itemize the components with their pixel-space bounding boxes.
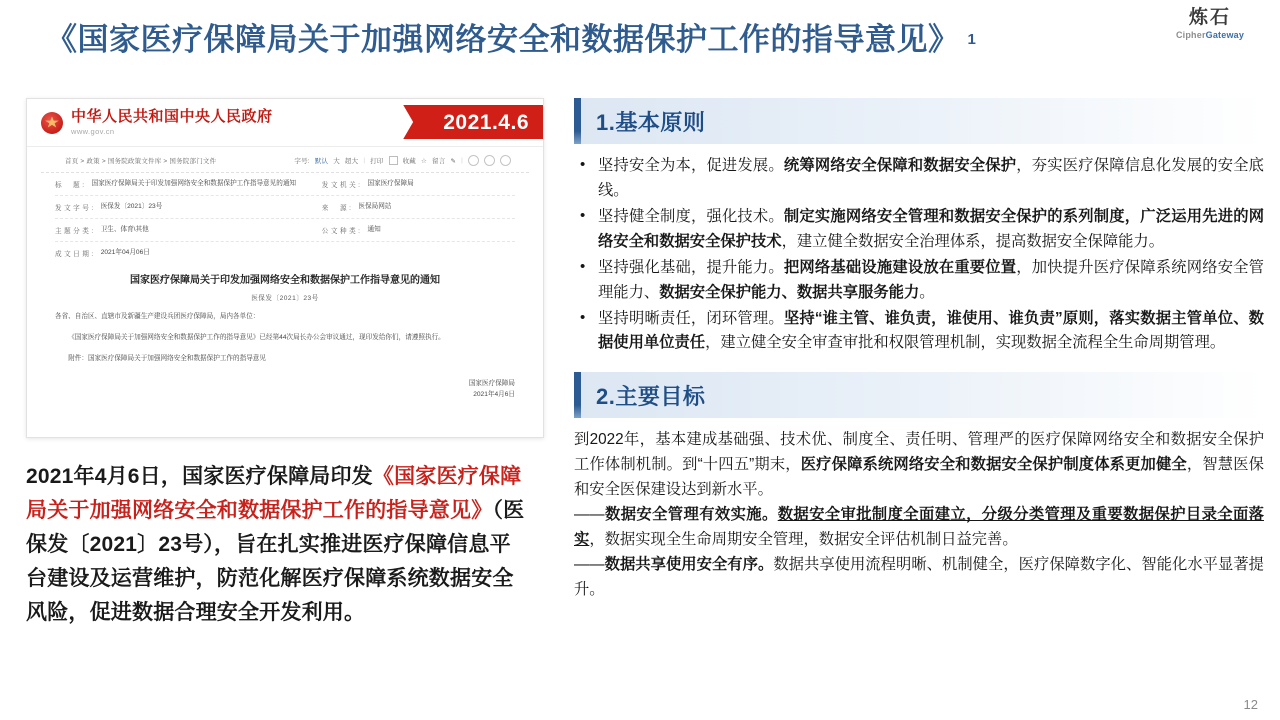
gov-site-title: 中华人民共和国中央人民政府 <box>71 108 273 126</box>
meta-cell-date <box>55 248 322 258</box>
page-title <box>46 14 976 59</box>
meta-cell-category <box>55 225 322 235</box>
bullet-lead: 坚持强化基础，提升能力。 <box>598 258 784 276</box>
table-row <box>55 173 515 196</box>
right-column <box>574 98 1264 603</box>
bullet-bold-2: 数据安全保护能力、数据共享服务能力 <box>659 283 920 301</box>
para-lead: —— <box>574 506 605 524</box>
section-title-1: 1.基本原则 <box>596 109 706 135</box>
document-addressee: 各省、自治区、直辖市及新疆生产建设兵团医疗保障局，局内各单位： <box>55 313 260 320</box>
table-row <box>55 196 515 219</box>
para-bold: 数据共享使用安全有序。 <box>604 555 774 573</box>
bullet-bold: 坚持“谁主管、谁负责，谁使用、谁负责”原则，落实数据主管单位、数据使用单位责任 <box>598 309 1264 352</box>
fontsize-xlarge-option[interactable]: 超大 <box>344 158 359 165</box>
section-1-bullet-list <box>574 154 1264 356</box>
meta-cell-issuer <box>322 179 515 189</box>
left-caption <box>26 460 531 630</box>
share-weibo-icon[interactable] <box>468 155 479 166</box>
bullet-bold: 制定实施网络安全管理和数据安全保护的系列制度，广泛运用先进的网络安全和数据安全保护技术 <box>598 207 1264 250</box>
meta-cell-doctype <box>322 225 515 235</box>
fontsize-default-option[interactable]: 默认 <box>314 158 329 165</box>
section-2-paragraph-2 <box>574 503 1264 553</box>
meta-key: 公文种类: <box>321 228 363 235</box>
bullet-tail: ，建立健全数据安全治理体系，提高数据安全保障能力。 <box>781 232 1165 250</box>
bullet-tail: ，建立健全安全审查审批和权限管理机制，实现数据全流程全生命周期管理。 <box>705 334 1226 352</box>
brand-logo-en-first: Cipher <box>1175 29 1206 40</box>
para-lead: —— <box>574 555 605 573</box>
date-badge <box>423 105 543 139</box>
share-wechat-icon[interactable] <box>484 155 495 166</box>
section-header-1 <box>574 98 1264 144</box>
meta-key: 成文日期: <box>55 251 96 258</box>
print-label[interactable]: 打印 <box>370 158 384 165</box>
gov-site-url: www.gov.cn <box>71 126 115 136</box>
pencil-icon[interactable]: ✎ <box>450 157 457 165</box>
meta-cell-empty <box>322 248 515 258</box>
meta-key: 主题分类: <box>55 228 96 235</box>
document-screenshot-card <box>26 98 544 438</box>
para-underline: 数据安全审批制度全面建立，分级分类管理及重要数据保护目录全面落实 <box>574 506 1264 549</box>
section-2-paragraph-1 <box>574 428 1264 503</box>
list-item <box>574 154 1264 204</box>
brand-logo <box>1158 8 1262 41</box>
meta-key: 来 源: <box>321 205 354 212</box>
print-icon[interactable] <box>389 156 398 165</box>
toolbar-divider-2: | <box>461 157 463 164</box>
section-2-paragraph-3 <box>574 553 1264 603</box>
table-row <box>55 242 515 264</box>
document-attachment: 附件：国家医疗保障局关于加强网络安全和数据保护工作的指导意见 <box>68 355 266 363</box>
para-tail: ，智慧医保和安全医保建设达到新水平。 <box>574 456 1264 499</box>
toolbar-divider: | <box>363 157 366 164</box>
caption-highlight: 《国家医疗保障局关于加强网络安全和数据保护工作的指导意见》 <box>26 465 522 523</box>
meta-cell-docnumber <box>55 202 322 212</box>
brand-logo-en-second: Gateway <box>1205 29 1245 40</box>
list-item <box>574 205 1264 255</box>
document-toolbar <box>294 155 511 166</box>
table-row <box>55 219 515 242</box>
document-paragraph: 《国家医疗保障局关于加强网络安全和数据保护工作的指导意见》已经第44次局长办公会审议通过，现印发给你们，请遵照执行。 <box>68 334 445 342</box>
bullet-tail: ，夯实医疗保障信息化发展的安全底线。 <box>598 157 1264 199</box>
favorite-label[interactable]: 收藏 <box>402 158 417 165</box>
meta-cell-source <box>322 202 515 212</box>
left-column <box>26 98 544 630</box>
meta-value: 2021年04月06日 <box>100 249 150 256</box>
meta-value: 国家医疗保障局 <box>367 180 414 187</box>
bullet-tail-2: 。 <box>919 283 935 301</box>
list-item <box>574 307 1264 357</box>
document-sign-date: 2021年4月6日 <box>473 391 515 399</box>
meta-value: 医保局网站 <box>358 203 392 210</box>
document-number: 医保发〔2021〕23号 <box>251 295 319 302</box>
bullet-lead: 坚持明晰责任，闭环管理。 <box>598 309 784 327</box>
section-2-body <box>574 428 1264 602</box>
document-body <box>27 264 543 401</box>
list-item <box>574 256 1264 306</box>
document-meta-table <box>55 173 515 264</box>
date-badge-text: 2021.4.6 <box>443 110 529 134</box>
para-bold: 医疗保障系统网络安全和数据安全保护制度体系更加健全 <box>800 456 1187 474</box>
para-tail: ，数据实现全生命周期安全管理，数据安全评估机制日益完善。 <box>589 531 1018 549</box>
para-bold: 数据安全管理有效实施。 <box>604 506 778 524</box>
star-icon[interactable]: ☆ <box>421 157 428 165</box>
gov-site-names <box>71 109 273 136</box>
comment-label[interactable]: 留言 <box>432 158 446 165</box>
document-signer: 国家医疗保障局 <box>468 379 515 387</box>
document-signature <box>55 378 515 402</box>
caption-part1: 2021年4月6日，国家医疗保障局印发 <box>26 465 373 488</box>
meta-key: 发文机关: <box>321 182 363 189</box>
share-more-icon[interactable] <box>500 155 511 166</box>
section-header-2 <box>574 372 1264 418</box>
brand-logo-en <box>1158 30 1262 41</box>
bullet-lead: 坚持安全为本，促进发展。 <box>598 157 784 174</box>
fontsize-label: 字号: <box>294 158 310 165</box>
bullet-bold: 统筹网络安全保障和数据安全保护 <box>783 157 1017 174</box>
bullet-lead: 坚持健全制度，强化技术。 <box>598 207 784 225</box>
section-title-2: 2.主要目标 <box>596 383 706 409</box>
national-emblem-icon <box>41 112 63 134</box>
meta-key: 发文字号: <box>55 205 96 212</box>
para-lead: 到2022年，基本建成基础强、技术优、制度全、责任明、管理严的医疗保障网络安全和数据安全保护工作体制机制。到“十四五”期末， <box>574 431 1264 474</box>
caption-part2: （医保发〔2021〕23号），旨在扎实推进医疗保障信息平台建设及运营维护，防范化解医疗保障系统数据安全风险，促进数据合理安全开发利用。 <box>26 499 525 625</box>
meta-key: 标 题: <box>55 182 87 189</box>
page-title-text: 《国家医疗保障局关于加强网络安全和数据保护工作的指导意见》 <box>46 22 960 57</box>
page-title-footnote-marker: 1 <box>967 31 977 48</box>
meta-cell-title <box>55 179 322 189</box>
meta-value: 通知 <box>367 226 381 233</box>
document-heading: 国家医疗保障局关于印发加强网络安全和数据保护工作指导意见的通知 <box>130 275 440 286</box>
meta-value: 医保发〔2021〕23号 <box>100 203 163 210</box>
meta-value: 国家医疗保障局关于印发加强网络安全和数据保护工作指导意见的通知 <box>91 180 297 187</box>
page-number: 12 <box>1243 697 1258 712</box>
breadcrumb-toolbar-row <box>41 147 529 173</box>
para-tail: 数据共享使用流程明晰、机制健全，医疗保障数字化、智能化水平显著提升。 <box>574 555 1264 598</box>
bullet-bold: 把网络基础设施建设放在重要位置 <box>783 258 1017 276</box>
meta-value: 卫生、体育\其他 <box>100 226 149 233</box>
bullet-tail: ，加快提升医疗保障系统网络安全管理能力、 <box>598 258 1264 301</box>
fontsize-large-option[interactable]: 大 <box>333 158 340 165</box>
breadcrumb: 首页 > 政策 > 国务院政策文件库 > 国务院部门文件 <box>65 158 217 165</box>
brand-logo-cn: 炼石 <box>1188 7 1231 28</box>
